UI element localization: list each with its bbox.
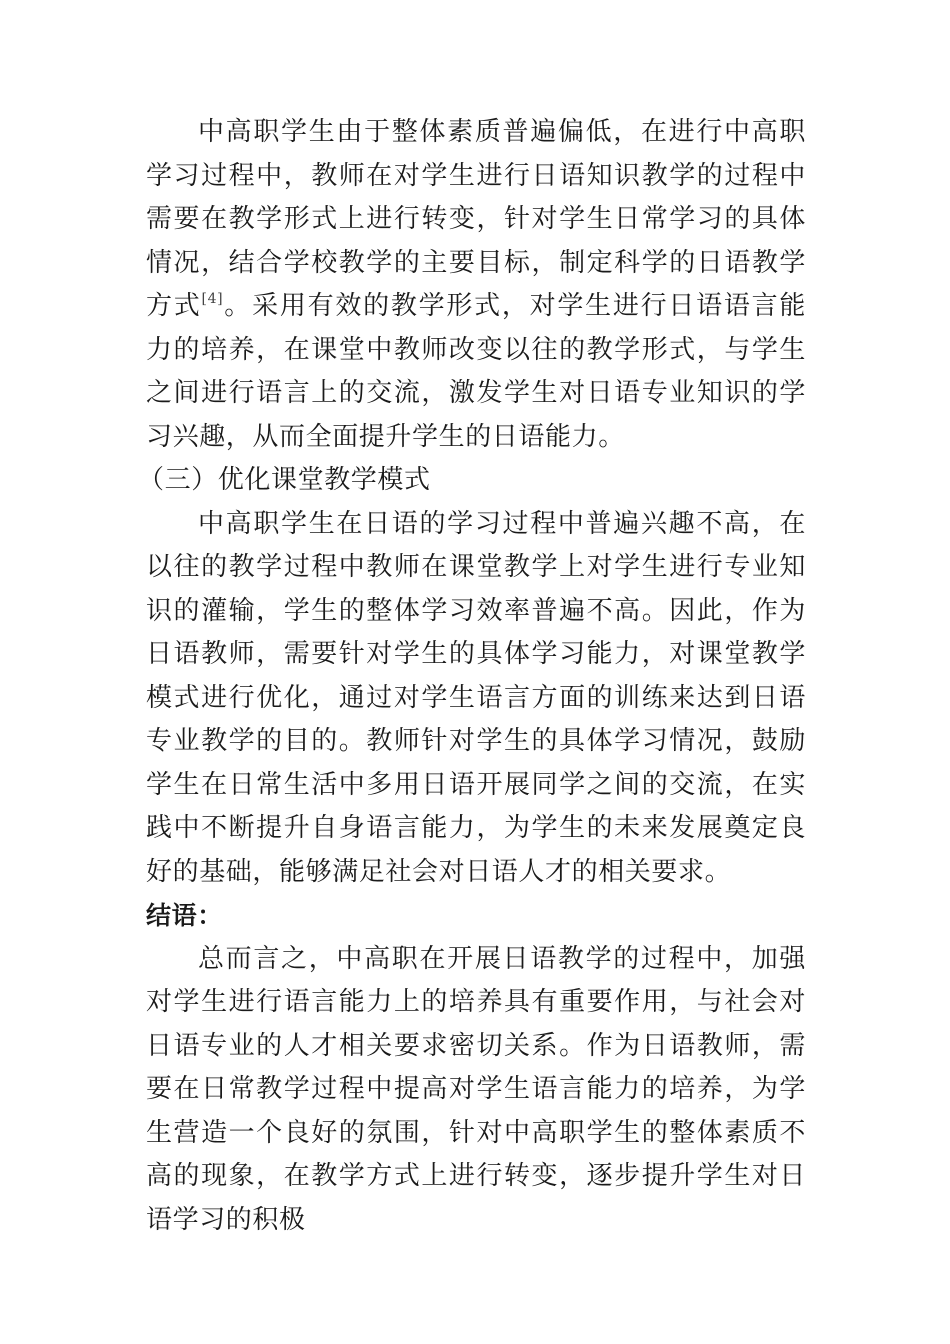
paragraph-text: 中高职学生由于整体素质普遍偏低，在进行中高职学习过程中，教师在对学生进行日语知识教学的过程中需要在教学形式上进行转变，针对学生日常学习的具体情况，结合学校教学的主要目标，制定科学的日语教学方式 xyxy=(146,117,806,321)
section-heading-optimize-classroom: （三）优化课堂教学模式 xyxy=(138,465,431,495)
paragraph-text-continued: 。采用有效的教学形式，对学生进行日语语言能力的培养，在课堂中教师改变以往的教学形式，与学生之间进行语言上的交流，激发学生对日语专业知识的学习兴趣，从而全面提升学生的日语能力。 xyxy=(146,291,806,452)
citation-reference[interactable]: [4] xyxy=(201,291,224,307)
paragraph-teaching-form xyxy=(146,111,806,459)
document-body xyxy=(138,111,806,1242)
conclusion-heading: 结语： xyxy=(146,901,223,930)
paragraph-classroom-model: 中高职学生在日语的学习过程中普遍兴趣不高，在以往的教学过程中教师在课堂教学上对学生进行专业知识的灌输，学生的整体学习效率普遍不高。因此，作为日语教师，需要针对学生的具体学习能力，对课堂教学模式进行优化，通过对学生语言方面的训练来达到日语专业教学的目的。教师针对学生的具体学习情况，鼓励学生在日常生活中多用日语开展同学之间的交流，在实践中不断提升自身语言能力，为学生的未来发展奠定良好的基础，能够满足社会对日语人才的相关要求。 xyxy=(146,508,806,887)
paragraph-conclusion: 总而言之，中高职在开展日语教学的过程中，加强对学生进行语言能力上的培养具有重要作用，与社会对日语专业的人才相关要求密切关系。作为日语教师，需要在日常教学过程中提高对学生语言能力的培养，为学生营造一个良好的氛围，针对中高职学生的整体素质不高的现象，在教学方式上进行转变，逐步提升学生对日语学习的积极 xyxy=(146,943,806,1235)
